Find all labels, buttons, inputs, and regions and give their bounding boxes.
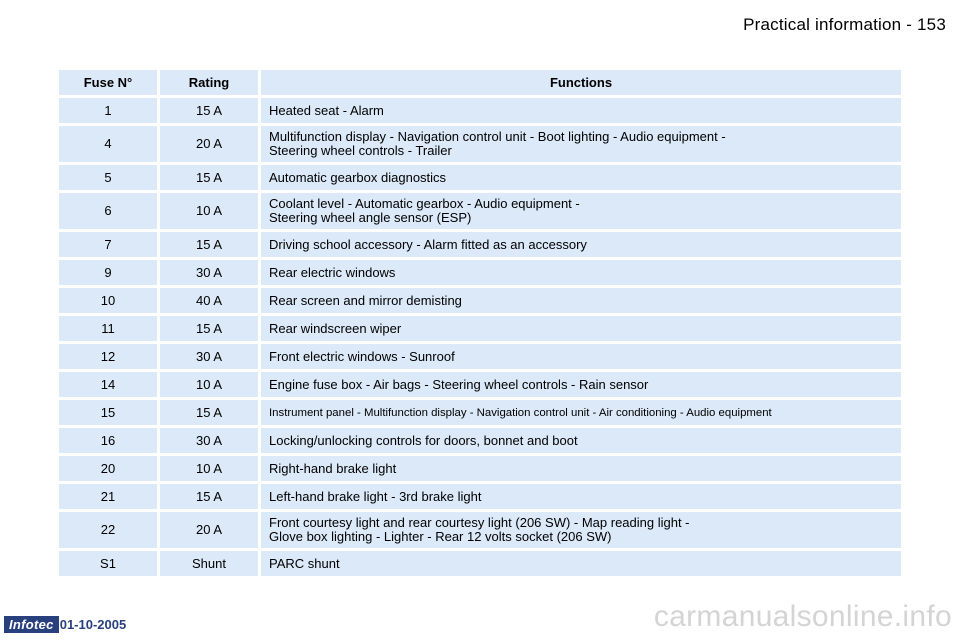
fuse-functions-cell [261, 98, 901, 123]
fuse-functions-cell [261, 126, 901, 162]
fuse-number-cell: 14 [59, 372, 157, 397]
column-header-functions: Functions [261, 70, 901, 95]
table-row [59, 456, 901, 481]
table-row [59, 232, 901, 257]
fuse-number-cell: 10 [59, 288, 157, 313]
watermark: carmanualsonline.info [653, 600, 952, 633]
function-line: Instrument panel - Multifunction display - Navigation control unit - Air conditioning - Audio equipment [269, 406, 772, 419]
fuse-number-cell: 22 [59, 512, 157, 548]
table-row [59, 98, 901, 123]
footer-logo [4, 616, 126, 633]
fuse-number-cell: 4 [59, 126, 157, 162]
fuse-rating-cell: 30 A [160, 260, 258, 285]
fuse-functions-cell [261, 400, 901, 425]
table-row [59, 193, 901, 229]
fuse-functions-cell [261, 372, 901, 397]
table-row [59, 260, 901, 285]
table-row [59, 126, 901, 162]
function-line: Rear screen and mirror demisting [269, 292, 462, 308]
function-line: Engine fuse box - Air bags - Steering wheel controls - Rain sensor [269, 376, 649, 392]
fuse-rating-cell: 15 A [160, 165, 258, 190]
fuse-table [56, 67, 904, 579]
fuse-functions-cell [261, 484, 901, 509]
table-row [59, 344, 901, 369]
fuse-rating-cell: 15 A [160, 316, 258, 341]
fuse-rating-cell: 10 A [160, 372, 258, 397]
fuse-functions-cell [261, 165, 901, 190]
fuse-rating-cell: 10 A [160, 193, 258, 229]
fuse-rating-cell: Shunt [160, 551, 258, 576]
table-row [59, 372, 901, 397]
function-line: Heated seat - Alarm [269, 102, 384, 118]
fuse-functions-cell [261, 316, 901, 341]
fuse-rating-cell: 15 A [160, 400, 258, 425]
fuse-number-cell: S1 [59, 551, 157, 576]
function-line: Coolant level - Automatic gearbox - Audio equipment - [269, 196, 580, 211]
function-line: Front electric windows - Sunroof [269, 348, 455, 364]
fuse-number-cell: 1 [59, 98, 157, 123]
fuse-functions-cell [261, 456, 901, 481]
fuse-number-cell: 6 [59, 193, 157, 229]
function-line: Rear windscreen wiper [269, 320, 402, 336]
fuse-rating-cell: 10 A [160, 456, 258, 481]
fuse-functions-cell [261, 551, 901, 576]
fuse-rating-cell: 30 A [160, 344, 258, 369]
function-line: Automatic gearbox diagnostics [269, 169, 447, 185]
table-row [59, 428, 901, 453]
fuse-number-cell: 16 [59, 428, 157, 453]
function-line: Multifunction display - Navigation control unit - Boot lighting - Audio equipment - [269, 129, 726, 144]
function-line: Rear electric windows [269, 264, 396, 280]
fuse-rating-cell: 15 A [160, 232, 258, 257]
fuse-functions-cell [261, 193, 901, 229]
fuse-functions-cell [261, 260, 901, 285]
fuse-functions-cell [261, 232, 901, 257]
fuse-number-cell: 15 [59, 400, 157, 425]
fuse-number-cell: 5 [59, 165, 157, 190]
fuse-functions-cell [261, 428, 901, 453]
fuse-number-cell: 12 [59, 344, 157, 369]
fuse-rating-cell: 20 A [160, 126, 258, 162]
function-line: PARC shunt [269, 555, 340, 571]
table-body [59, 98, 901, 576]
fuse-functions-cell [261, 344, 901, 369]
table-row [59, 288, 901, 313]
fuse-number-cell: 7 [59, 232, 157, 257]
fuse-rating-cell: 15 A [160, 484, 258, 509]
table-row [59, 316, 901, 341]
fuse-rating-cell: 20 A [160, 512, 258, 548]
page-title: Practical information - 153 [743, 15, 946, 34]
column-header-fuse: Fuse N° [59, 70, 157, 95]
function-line: Front courtesy light and rear courtesy light (206 SW) - Map reading light - [269, 515, 690, 530]
fuse-number-cell: 21 [59, 484, 157, 509]
fuse-number-cell: 9 [59, 260, 157, 285]
table-row [59, 512, 901, 548]
column-header-rating: Rating [160, 70, 258, 95]
table-header-row [59, 70, 901, 95]
fuse-number-cell: 11 [59, 316, 157, 341]
function-line: Steering wheel angle sensor (ESP) [269, 210, 472, 225]
infotec-logo: Infotec [4, 616, 59, 633]
fuse-rating-cell: 30 A [160, 428, 258, 453]
function-line: Glove box lighting - Lighter - Rear 12 volts socket (206 SW) [269, 529, 612, 544]
function-line: Locking/unlocking controls for doors, bonnet and boot [269, 432, 578, 448]
table-row [59, 165, 901, 190]
fuse-rating-cell: 15 A [160, 98, 258, 123]
table-row [59, 484, 901, 509]
table-row [59, 551, 901, 576]
fuse-functions-cell [261, 512, 901, 548]
fuse-number-cell: 20 [59, 456, 157, 481]
function-line: Right-hand brake light [269, 460, 397, 476]
function-line: Steering wheel controls - Trailer [269, 143, 452, 158]
fuse-functions-cell [261, 288, 901, 313]
footer-date: 01-10-2005 [59, 617, 127, 632]
fuse-rating-cell: 40 A [160, 288, 258, 313]
table-row [59, 400, 901, 425]
function-line: Driving school accessory - Alarm fitted as an accessory [269, 236, 587, 252]
function-line: Left-hand brake light - 3rd brake light [269, 488, 482, 504]
